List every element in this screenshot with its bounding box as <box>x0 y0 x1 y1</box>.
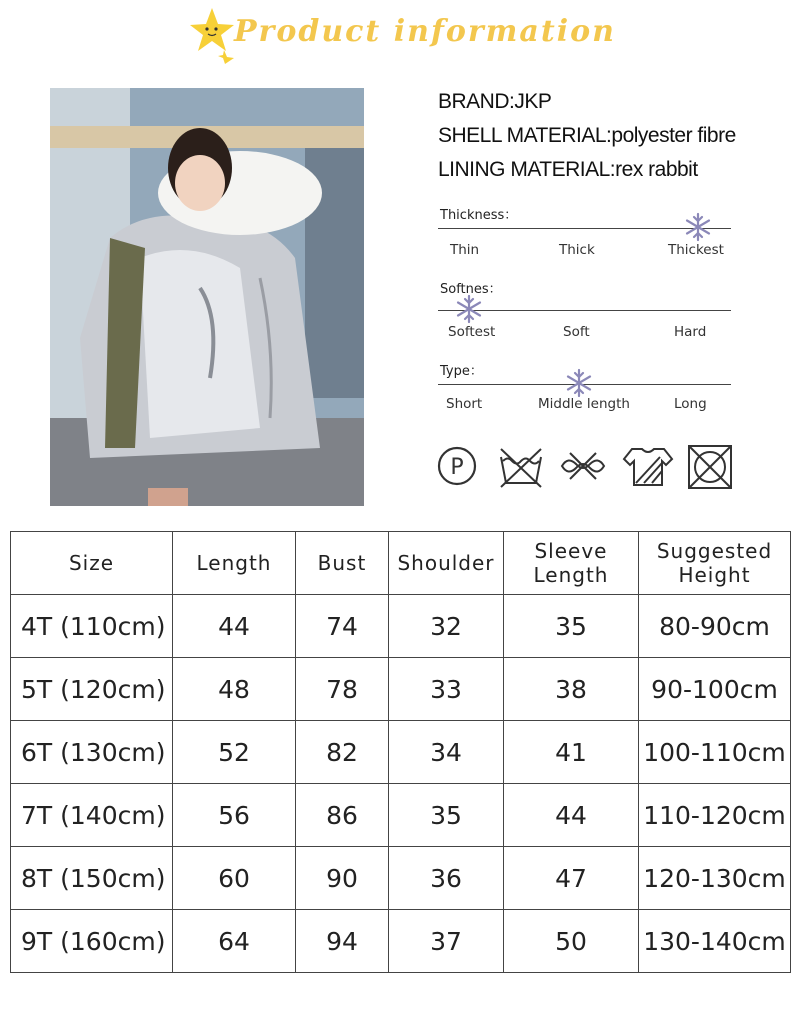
cell-size: 5T (120cm) <box>11 658 173 721</box>
snowflake-marker-icon <box>454 294 484 324</box>
cell-length: 44 <box>173 595 296 658</box>
cell-suggested-height: 80-90cm <box>639 595 791 658</box>
cell-sleeve-length: 44 <box>504 784 639 847</box>
type-option-middle-length: Middle length <box>538 396 630 412</box>
shell-material-text: SHELL MATERIAL:polyester fibre <box>438 124 736 147</box>
cell-bust: 82 <box>296 721 389 784</box>
cell-length: 52 <box>173 721 296 784</box>
cell-length: 48 <box>173 658 296 721</box>
softness-title: Softnes： <box>440 282 502 297</box>
header-sleeve-length <box>504 532 639 595</box>
product-photo <box>50 88 364 506</box>
cell-shoulder: 37 <box>389 910 504 973</box>
cell-bust: 74 <box>296 595 389 658</box>
table-row <box>11 721 791 784</box>
header-sleeve-line-1: Sleeve <box>534 539 608 563</box>
header-shoulder: Shoulder <box>389 532 504 595</box>
softness-option-soft: Soft <box>563 324 590 340</box>
header-bust: Bust <box>296 532 389 595</box>
do-not-tumble-dry-icon <box>686 443 734 491</box>
header-height-line-1: Suggested <box>656 539 773 563</box>
dry-clean-letter: P <box>450 455 464 480</box>
cell-length: 64 <box>173 910 296 973</box>
table-row <box>11 847 791 910</box>
cell-bust: 86 <box>296 784 389 847</box>
cell-suggested-height: 120-130cm <box>639 847 791 910</box>
dry-flat-icon <box>622 443 674 489</box>
cell-sleeve-length: 35 <box>504 595 639 658</box>
cell-sleeve-length: 50 <box>504 910 639 973</box>
header-sleeve-line-2: Length <box>533 563 609 587</box>
star-icon <box>190 6 236 64</box>
cell-shoulder: 35 <box>389 784 504 847</box>
header-height-line-2: Height <box>678 563 751 587</box>
header-size: Size <box>11 532 173 595</box>
cell-size: 9T (160cm) <box>11 910 173 973</box>
cell-bust: 90 <box>296 847 389 910</box>
type-title: Type： <box>440 364 483 379</box>
cell-length: 56 <box>173 784 296 847</box>
cell-suggested-height: 90-100cm <box>639 658 791 721</box>
table-row <box>11 784 791 847</box>
type-option-short: Short <box>446 396 483 412</box>
table-row <box>11 910 791 973</box>
table-row <box>11 658 791 721</box>
cell-suggested-height: 110-120cm <box>639 784 791 847</box>
snowflake-marker-icon <box>564 368 594 398</box>
header <box>0 0 800 70</box>
cell-sleeve-length: 41 <box>504 721 639 784</box>
thickness-option-thickest: Thickest <box>668 242 724 258</box>
snowflake-marker-icon <box>683 212 713 242</box>
thickness-option-thick: Thick <box>559 242 595 258</box>
thickness-title: Thickness： <box>440 208 518 223</box>
lining-material-text: LINING MATERIAL:rex rabbit <box>438 158 698 181</box>
cell-shoulder: 36 <box>389 847 504 910</box>
do-not-twist-icon <box>558 443 608 489</box>
cell-shoulder: 32 <box>389 595 504 658</box>
softness-scale <box>438 278 733 342</box>
type-scale <box>438 360 733 420</box>
cell-bust: 94 <box>296 910 389 973</box>
professional-dry-clean-icon <box>436 443 478 489</box>
cell-shoulder: 34 <box>389 721 504 784</box>
softness-option-softest: Softest <box>448 324 496 340</box>
page-title: Product information <box>234 14 616 49</box>
table-row <box>11 595 791 658</box>
cell-shoulder: 33 <box>389 658 504 721</box>
header-length: Length <box>173 532 296 595</box>
softness-option-hard: Hard <box>674 324 707 340</box>
thickness-scale <box>438 204 733 264</box>
cell-suggested-height: 130-140cm <box>639 910 791 973</box>
type-option-long: Long <box>674 396 707 412</box>
header-suggested-height <box>639 532 791 595</box>
cell-bust: 78 <box>296 658 389 721</box>
cell-suggested-height: 100-110cm <box>639 721 791 784</box>
cell-size: 6T (130cm) <box>11 721 173 784</box>
cell-length: 60 <box>173 847 296 910</box>
size-table <box>10 531 791 973</box>
brand-text: BRAND:JKP <box>438 90 552 113</box>
cell-sleeve-length: 38 <box>504 658 639 721</box>
cell-size: 4T (110cm) <box>11 595 173 658</box>
cell-sleeve-length: 47 <box>504 847 639 910</box>
thickness-option-thin: Thin <box>450 242 480 258</box>
table-header-row <box>11 532 791 595</box>
do-not-wash-icon <box>497 443 545 489</box>
cell-size: 8T (150cm) <box>11 847 173 910</box>
cell-size: 7T (140cm) <box>11 784 173 847</box>
